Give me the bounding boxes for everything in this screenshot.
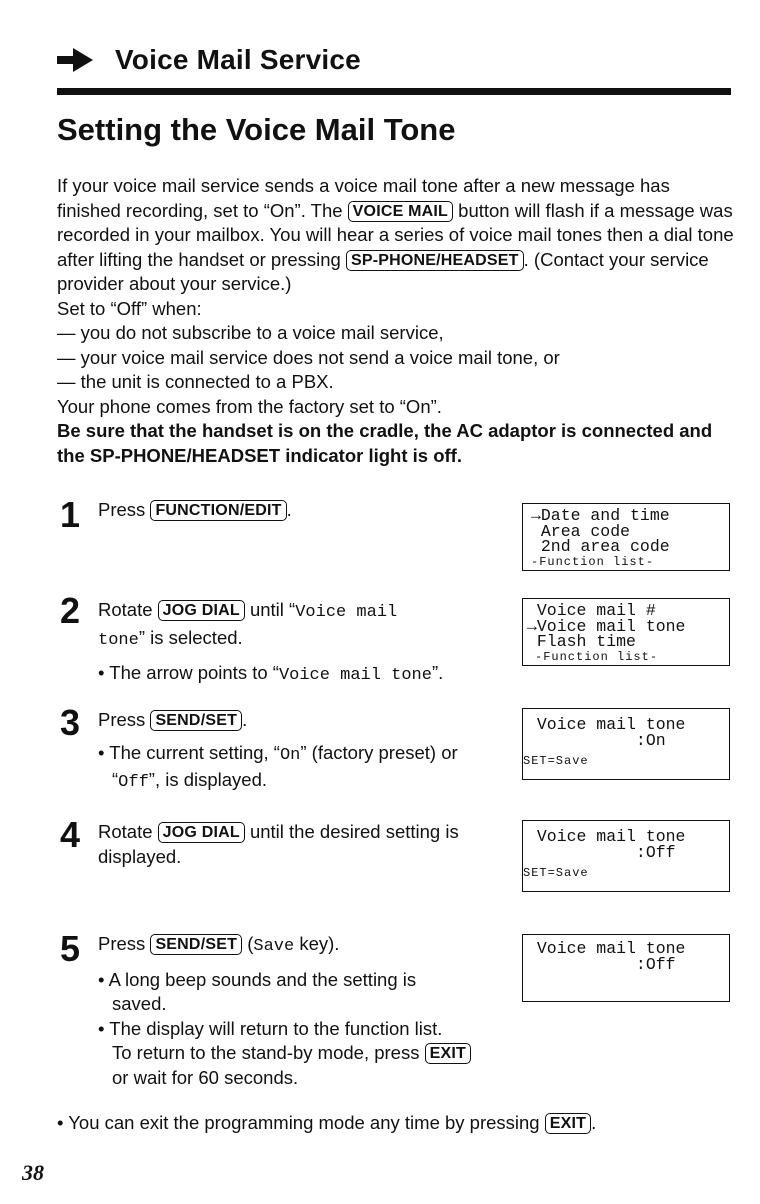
step-4-number: 4 <box>60 814 81 855</box>
lcd-line: :Off <box>527 954 676 974</box>
section-header <box>57 40 361 80</box>
lcd-line: Area code <box>531 521 631 541</box>
jog-dial-key: JOG DIAL <box>158 600 245 621</box>
sp-phone-headset-key: SP-PHONE/HEADSET <box>346 250 524 271</box>
off-when-line: Set to “Off” when: <box>57 297 202 319</box>
lcd-line: SET=Save <box>523 754 589 768</box>
lcd-line: Voice mail # <box>527 601 656 620</box>
lcd-line: Voice mail tone <box>527 827 686 846</box>
condition-2: — your voice mail service does not send a voice mail tone, or <box>57 346 560 368</box>
section-title: Voice Mail Service <box>115 44 361 75</box>
lcd-line: Voice mail tone <box>527 715 686 734</box>
step-2-bullet: • The arrow points to “Voice mail tone”. <box>98 662 444 685</box>
condition-1: — you do not subscribe to a voice mail service, <box>57 322 444 343</box>
intro-text <box>57 174 737 468</box>
step-3-bullet: • The current setting, “On” (factory preset) or “Off”, is displayed. <box>98 741 458 792</box>
voice-mail-key: VOICE MAIL <box>348 201 453 222</box>
exit-key: EXIT <box>545 1113 591 1134</box>
lcd-display-step-2 <box>522 598 730 666</box>
warning-text: Be sure that the handset is on the cradle, the AC adaptor is connected and the SP-PHONE/HEADSET indicator light is off. <box>57 420 713 466</box>
step-1-text: Press FUNCTION/EDIT . <box>98 499 292 520</box>
step-5-bullet-1: • A long beep sounds and the setting is saved. <box>98 968 417 1014</box>
exit-key: EXIT <box>425 1043 471 1064</box>
lcd-line: SET=Save <box>523 866 589 880</box>
lcd-display-step-3 <box>522 708 730 780</box>
lcd-display-step-5 <box>522 934 730 1002</box>
lcd-line: Flash time <box>527 632 636 651</box>
lcd-display-step-4 <box>522 820 730 892</box>
footnote: • You can exit the programming mode any time by pressing EXIT . <box>57 1112 597 1133</box>
jog-dial-key: JOG DIAL <box>158 822 245 843</box>
factory-setting-line: Your phone comes from the factory set to “On”. <box>57 395 442 417</box>
step-5-number: 5 <box>60 928 81 969</box>
step-2-number: 2 <box>60 590 81 631</box>
send-set-key: SEND/SET <box>150 710 242 731</box>
lcd-line: Voice mail tone <box>527 939 686 958</box>
step-3-text: Press SEND/SET . • The current setting, “On” (factory preset) or “Off”, is displayed. <box>98 708 498 796</box>
step-3-number: 3 <box>60 702 81 743</box>
lcd-line: -Function list- <box>531 554 655 569</box>
intro-paragraph: If your voice mail service sends a voice mail tone after a new message has finished recording, set to “On”. The VOICE MAIL button will flash if a message was recorded in your mailbox. You will hear a series of voice mail tones then a dial tone after lifting the handset or pressing SP-PHONE/HEADSET . (Contact your service provider about your service.) <box>57 175 734 294</box>
step-4-text: Rotate JOG DIAL until the desired setting is displayed. <box>98 821 459 867</box>
lcd-line: 2nd area code <box>531 537 670 556</box>
lcd-line: -Function list- <box>535 649 659 664</box>
step-5-text: Press SEND/SET (Save key). • A long beep sounds and the setting is saved. • The display will return to the function list. To return to the stand-by mode, press EXIT or wait for 60 seconds. <box>98 932 508 1090</box>
lcd-line: →Voice mail tone <box>527 616 686 636</box>
step-1-number: 1 <box>60 494 81 535</box>
step-5-bullet-3: To return to the stand-by mode, press EXIT or wait for 60 seconds. <box>98 1041 472 1090</box>
lcd-line: :On <box>527 730 666 750</box>
function-edit-key: FUNCTION/EDIT <box>150 500 286 521</box>
send-set-key: SEND/SET <box>150 934 242 955</box>
step-2-text: Rotate JOG DIAL until “Voice mail tone” is selected. • The arrow points to “Voice mail tone”. <box>98 598 448 689</box>
lcd-line: :Off <box>527 842 676 862</box>
lcd-line: →Date and time <box>531 506 670 525</box>
page-title: Setting the Voice Mail Tone <box>57 112 456 147</box>
condition-3: — the unit is connected to a PBX. <box>57 371 334 392</box>
header-rule <box>57 88 731 95</box>
right-arrow-icon <box>57 48 93 72</box>
lcd-display-step-1 <box>522 503 730 571</box>
page-number: 38 <box>22 1160 44 1185</box>
step-5-bullet-2: • The display will return to the function list. <box>98 1017 443 1039</box>
